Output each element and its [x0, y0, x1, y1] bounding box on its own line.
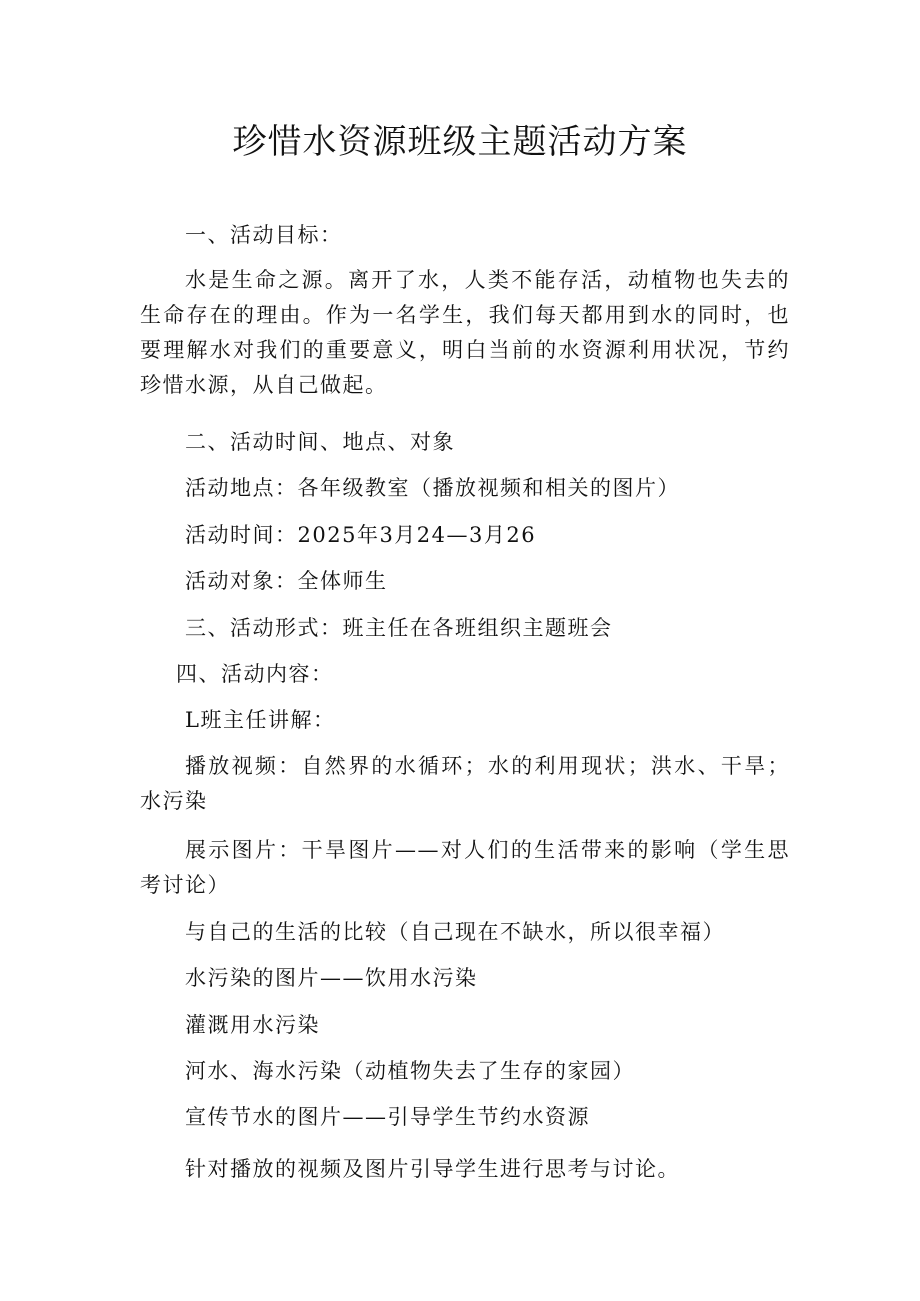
- section-4-heading: 四、活动内容：: [176, 662, 334, 686]
- activity-place: 活动地点：各年级教室（播放视频和相关的图片）: [185, 476, 680, 500]
- activity-time: 活动时间：2025年3月24—3月26: [185, 523, 537, 547]
- water-saving-images: 宣传节水的图片——引导学生节约水资源: [185, 1105, 590, 1129]
- content-item-1: L班主任讲解：: [185, 708, 336, 732]
- document-title: 珍惜水资源班级主题活动方案: [232, 122, 688, 162]
- pollution-images: 水污染的图片——饮用水污染: [185, 966, 478, 990]
- irrigation-pollution: 灌溉用水污染: [185, 1013, 320, 1037]
- section-1-heading: 一、活动目标：: [185, 223, 343, 247]
- discussion: 针对播放的视频及图片引导学生进行思考与讨论。: [185, 1157, 680, 1181]
- video-list: 播放视频：自然界的水循环；水的利用现状；洪水、干旱；水污染: [140, 754, 790, 813]
- section-2-heading: 二、活动时间、地点、对象: [185, 430, 455, 454]
- activity-audience: 活动对象：全体师生: [185, 569, 388, 593]
- image-display: 展示图片：干旱图片——对人们的生活带来的影响（学生思考讨论）: [140, 838, 790, 897]
- section-3: 三、活动形式：班主任在各班组织主题班会: [185, 616, 613, 640]
- life-comparison: 与自己的生活的比较（自己现在不缺水，所以很幸福）: [185, 920, 725, 944]
- river-sea-pollution: 河水、海水污染（动植物失去了生存的家园）: [185, 1059, 635, 1083]
- section-1-body: 水是生命之源。离开了水，人类不能存活，动植物也失去的生命存在的理由。作为一名学生，我们每天都用到水的同时，也要理解水对我们的重要意义，明白当前的水资源利用状况，节约珍惜水源，从自己做起。: [140, 268, 790, 397]
